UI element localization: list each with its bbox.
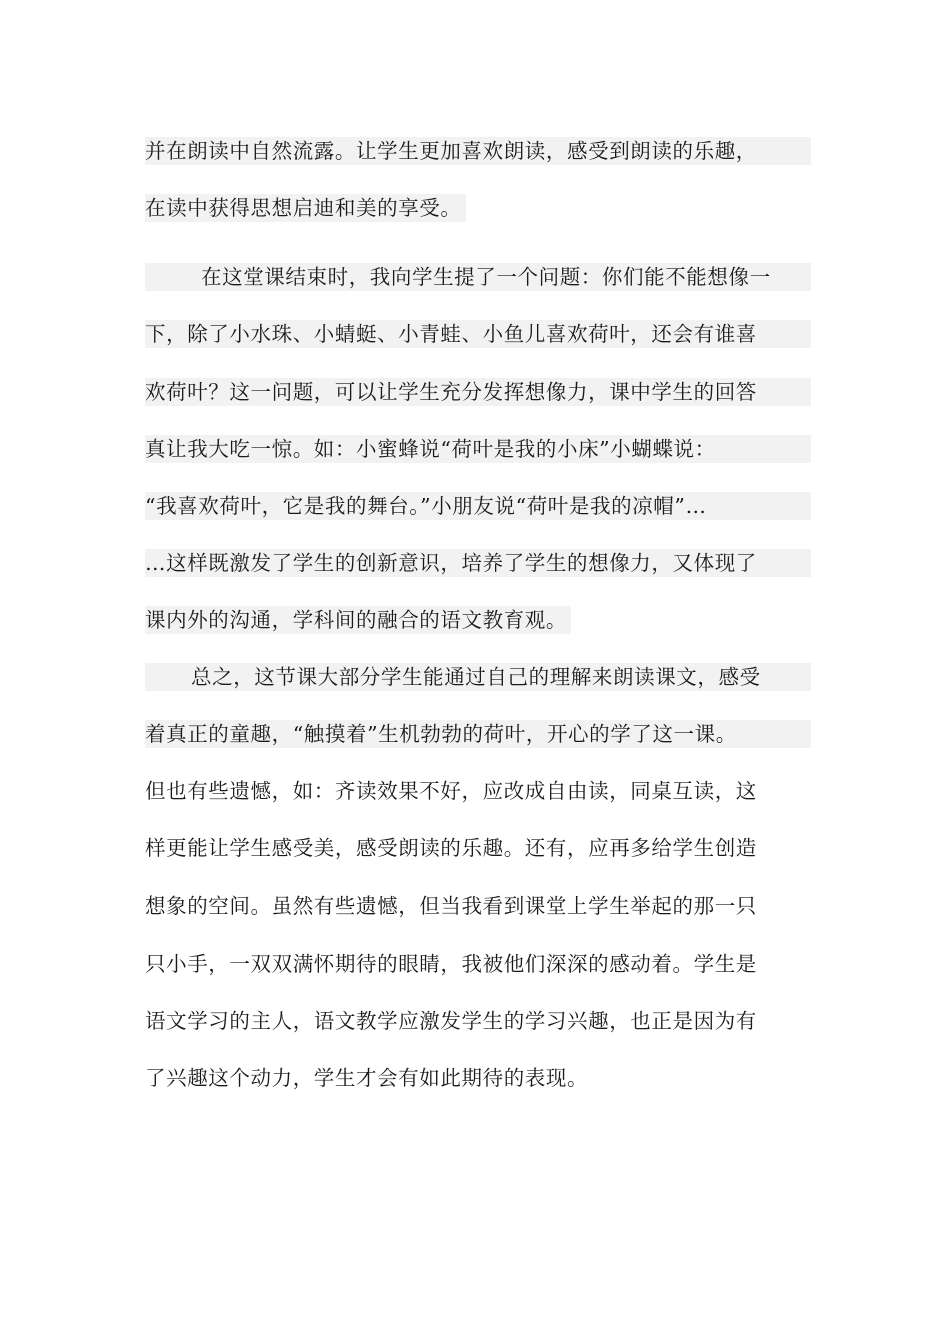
paragraph-2-line-4: 真让我大吃一惊。如：小蜜蜂说“荷叶是我的小床”小蝴蝶说：: [145, 435, 811, 463]
paragraph-3-line-3: 但也有些遗憾，如：齐读效果不好，应改成自由读，同桌互读，这: [145, 779, 757, 803]
paragraph-2-line-2: 下，除了小水珠、小蜻蜓、小青蛙、小鱼儿喜欢荷叶，还会有谁喜: [145, 320, 811, 348]
paragraph-3-line-2: 着真正的童趣，“触摸着”生机勃勃的荷叶，开心的学了这一课。: [145, 720, 811, 748]
paragraph-2-line-5: “我喜欢荷叶，它是我的舞台。”小朋友说“荷叶是我的凉帽”…: [145, 492, 811, 520]
paragraph-2-line-1: 在这堂课结束时，我向学生提了一个问题：你们能不能想像一: [145, 263, 811, 291]
paragraph-2-line-7: 课内外的沟通，学科间的融合的语文教育观。: [145, 606, 571, 634]
paragraph-2-line-3: 欢荷叶？这一问题，可以让学生充分发挥想像力，课中学生的回答: [145, 378, 811, 406]
paragraph-3-line-5: 想象的空间。虽然有些遗憾，但当我看到课堂上学生举起的那一只: [145, 894, 757, 918]
paragraph-3-line-7: 语文学习的主人，语文教学应激发学生的学习兴趣，也正是因为有: [145, 1009, 757, 1033]
paragraph-3-line-1: 总之，这节课大部分学生能通过自己的理解来朗读课文，感受: [145, 663, 811, 691]
paragraph-3-line-6: 只小手，一双双满怀期待的眼睛，我被他们深深的感动着。学生是: [145, 952, 757, 976]
paragraph-3-line-4: 样更能让学生感受美，感受朗读的乐趣。还有，应再多给学生创造: [145, 836, 757, 860]
paragraph-2-line-6: …这样既激发了学生的创新意识，培养了学生的想像力，又体现了: [145, 549, 811, 577]
paragraph-3-line-8: 了兴趣这个动力，学生才会有如此期待的表现。: [145, 1066, 589, 1090]
paragraph-1-line-1: 并在朗读中自然流露。让学生更加喜欢朗读，感受到朗读的乐趣，: [145, 137, 811, 165]
paragraph-1-line-2: 在读中获得思想启迪和美的享受。: [145, 194, 466, 222]
